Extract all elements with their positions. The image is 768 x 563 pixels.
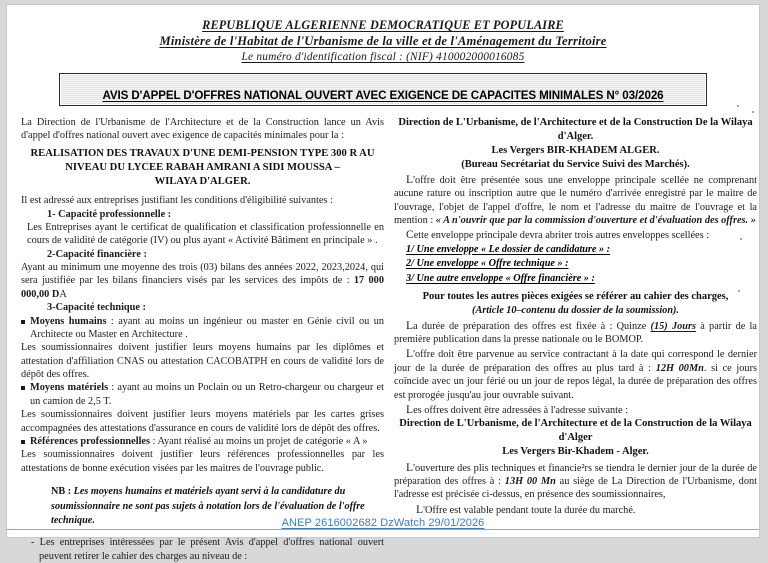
document-header xyxy=(7,5,759,66)
project-title-line-2: NIVEAU DU LYCEE RABAH AMRANI A SIDI MOUSSA – xyxy=(21,161,384,175)
bullet-material-resources-text: : ayant au moins un Poclain ou un Retro-chargeur ou chargeur et un camion de 2,5 T. xyxy=(30,382,384,406)
bullet-square-icon xyxy=(21,440,25,444)
envelope-presentation-text: 'offre doit être présentée sous une enveloppe principale scellée ne comprenant aucune rature ou inscription autre que le numéro d'arrivée enregistré par le maitre de l'ouvrage, l'objet de l'appel d'offre, le nom et l'adresse du maitre de l'ouvrage et la mention : xyxy=(394,175,757,226)
preparation-duration-text: a durée de préparation des offres est fixée à : Quinze xyxy=(413,321,650,332)
envelope-item-1 xyxy=(394,243,757,258)
envelope-item-2-text: 2/ Une enveloppe « Offre technique » xyxy=(406,258,563,269)
bullet-human-resources-line xyxy=(30,315,384,342)
human-resources-note: Les soumissionnaires doivent justifier leurs moyens humains par les diplômes et attestation d'affiliation CNAS ou attestation CACOBATPH en cours de validité lors de dépôt des offres. xyxy=(21,341,384,381)
capacity-2-amount: 17 000 000,00 D xyxy=(21,275,384,299)
submission-deadline-text: 'offre doit être parvenue au service contractant à la date qui correspond le dernier jour de la durée de préparation des offres au plus tard à : xyxy=(394,349,757,373)
project-title-line-3: WILAYA D'ALGER. xyxy=(21,175,384,189)
envelope-item-1-text: 1/ Une enveloppe « Le dossier de candidature » : xyxy=(406,244,610,255)
capacity-2-body xyxy=(21,261,384,301)
header-nif-text: Le numéro d'identification fiscal : (NIF) 410002000016085 xyxy=(242,51,525,63)
envelope-item-3 xyxy=(394,272,757,287)
material-resources-note: Les soumissionnaires doivent justifier leurs moyens matériels par les cartes grises accompagnées des attestations d'assurance en cours de validité lors de dépôt des offres. xyxy=(21,408,384,435)
three-envelopes-text: ette enveloppe principale devra abriter trois autres enveloppes scellées : xyxy=(414,230,709,241)
paragraph-dropcap: L xyxy=(406,319,413,332)
tender-title-text: AVIS D'APPEL D'OFFRES NATIONAL OUVERT AVEC EXIGENCE DE CAPACITES MINIMALES N° 03/2026 xyxy=(102,89,663,105)
envelope-item-2-colon: : xyxy=(563,258,569,269)
right-column xyxy=(394,116,757,563)
opening-session-text: 'ouverture des plis techniques et financie²rs se tiendra le dernier jour de la durée de préparation des offres à : xyxy=(394,463,757,487)
contracting-authority-line-2: Les Vergers BIR-KHADEM ALGER. xyxy=(394,144,757,158)
header-ministry-text: Ministère de l'Habitat de l'Urbanisme de la ville et de l'Aménagement du Territoire xyxy=(159,34,606,48)
offer-validity-text: 'Offre est valable pendant toute la durée du marché. xyxy=(423,505,635,516)
submission-deadline-time: 12H 00Mn xyxy=(656,363,704,374)
scan-speck xyxy=(740,238,742,240)
paragraph-dropcap: L xyxy=(406,347,413,360)
eligibility-intro: Il est adressé aux entreprises justifiant les conditions d'éligibilité suivantes : xyxy=(21,194,384,207)
bullet-square-icon xyxy=(21,320,25,324)
bullet-material-resources-label: Moyens matériels xyxy=(30,382,108,393)
tender-title-banner xyxy=(59,73,707,106)
bullet-professional-references-label: Références professionnelles xyxy=(30,436,150,447)
body-columns xyxy=(7,106,759,563)
bullet-material-resources xyxy=(21,381,384,408)
submission-address-line-1: Direction de L'Urbanisme, de l'Architecture et de la Construction de la Wilaya d'Alger xyxy=(394,417,757,445)
envelope-item-3-text: 3/ Une autre enveloppe « Offre financière » xyxy=(406,273,589,284)
nb-text: Les moyens humains et matériels ayant servi à la candidature du soumissionnaire ne sont pas sujets à notation lors de l'évaluation de l'offre technique. xyxy=(51,486,365,526)
bullet-human-resources-label: Moyens humains xyxy=(30,316,107,327)
envelope-mention-quote: « A n'ouvrir que par la commission d'ouverture et d'évaluation des offres. » xyxy=(436,215,756,226)
project-title-line-1: REALISATION DES TRAVAUX D'UNE DEMI-PENSION TYPE 300 R AU xyxy=(21,147,384,161)
preparation-duration-paragraph xyxy=(394,318,757,347)
contracting-authority-line-1: Direction de L'Urbanisme, de l'Architecture et de la Construction De la Wilaya d'Alger. xyxy=(394,116,757,144)
other-documents-reference-line-1: Pour toutes les autres pièces exigées se référer au cahier des charges, xyxy=(394,290,757,304)
withdraw-instructions: - Les entreprises intéressées par le présent Avis d'appel d'offres national ouvert peuvent retirer le cahier des charges au niveau de : xyxy=(21,536,384,563)
preparation-duration-value: (15) Jours xyxy=(651,321,696,332)
envelope-presentation-paragraph xyxy=(394,172,757,228)
bullet-square-icon xyxy=(21,386,25,390)
capacity-2-amount-unit: A xyxy=(59,289,66,300)
other-documents-reference-line-2: (Article 10–contenu du dossier de la soumission). xyxy=(394,304,757,318)
document-page xyxy=(6,4,760,538)
opening-session-paragraph xyxy=(394,460,757,502)
nb-label: NB : xyxy=(51,486,74,497)
capacity-2-text: Ayant au minimum une moyenne des trois (03) bilans des années 2022, 2023,2024, qui sera justifiée par les bilans financiers visés par les services des impôts de : xyxy=(21,262,384,286)
paragraph-dropcap: L xyxy=(406,403,413,416)
capacity-3-heading: 3-Capacité technique : xyxy=(21,301,384,314)
envelope-item-2 xyxy=(394,257,757,272)
submission-deadline-tail: . si ce jours coïncide avec un jour férié ou un jour de repos légal, la durée de préparation des offres est prorogée jusqu'au jour ouvrable suivant. xyxy=(394,363,757,401)
professional-references-note: Les soumissionnaires doivent justifier leurs références professionnelles par les attestations de bonne exécution visées par les maitres de l'ouvrage public. xyxy=(21,448,384,475)
three-envelopes-paragraph xyxy=(394,227,757,242)
envelope-item-3-colon: : xyxy=(589,273,595,284)
submission-address-line-2: Les Vergers Bir-Khadem - Alger. xyxy=(394,445,757,459)
anep-reference: ANEP 2616002682 DzWatch 29/01/2026 xyxy=(282,517,485,529)
paragraph-dropcap: C xyxy=(406,228,414,241)
opening-session-tail: au siège de La Direction de l'Urbanisme, dont l'adresse est précisée ci-dessus, en présence des soumissionnaires, xyxy=(394,476,757,500)
preparation-duration-tail: à partir de la première publication dans la presse nationale ou le BOMOP. xyxy=(394,321,757,345)
capacity-1-heading: 1- Capacité professionnelle : xyxy=(21,208,384,221)
submission-deadline-paragraph xyxy=(394,346,757,402)
bullet-professional-references xyxy=(21,435,384,448)
scan-speck xyxy=(752,111,754,113)
header-republic-line xyxy=(7,17,759,33)
bullet-professional-references-line xyxy=(30,435,384,448)
document-footer xyxy=(7,513,759,531)
left-column xyxy=(21,116,384,563)
footer-rule xyxy=(7,529,759,530)
capacity-2-heading: 2-Capacité financière : xyxy=(21,248,384,261)
bullet-human-resources-text: : ayant au moins un ingénieur ou master en Génie civil ou un Architecte ou Master en Architecture . xyxy=(30,316,384,340)
bullet-material-resources-line xyxy=(30,381,384,408)
left-intro-paragraph: La Direction de l'Urbanisme de l'Architecture et de la Construction lance un Avis d'appel d'offres national ouvert avec exigence de capacités minimales pour la : xyxy=(21,116,384,143)
scan-speck xyxy=(738,290,740,292)
header-republic-text: REPUBLIQUE ALGERIENNE DEMOCRATIQUE ET POPULAIRE xyxy=(202,18,564,32)
bullet-human-resources xyxy=(21,315,384,342)
scan-speck xyxy=(737,105,739,107)
contracting-authority-line-3: (Bureau Secrétariat du Service Suivi des Marchés). xyxy=(394,158,757,172)
header-nif-line xyxy=(7,50,759,65)
submission-address-intro xyxy=(394,402,757,417)
header-ministry-line xyxy=(7,33,759,50)
opening-session-time: 13H 00 Mn xyxy=(505,476,556,487)
bullet-professional-references-text: : Ayant réalisé au moins un projet de catégorie « A » xyxy=(150,436,368,447)
submission-address-intro-text: es offres doivent être adressées à l'adresse suivante : xyxy=(413,405,628,416)
paragraph-dropcap: L xyxy=(416,503,423,516)
paragraph-dropcap: L xyxy=(406,461,413,474)
capacity-1-body: Les Entreprises ayant le certificat de qualification et classification professionnelle en cours de validité de catégorie (IV) ou plus ayant « Activité Bâtiment en principale » . xyxy=(21,221,384,248)
paragraph-dropcap: L xyxy=(406,173,413,186)
